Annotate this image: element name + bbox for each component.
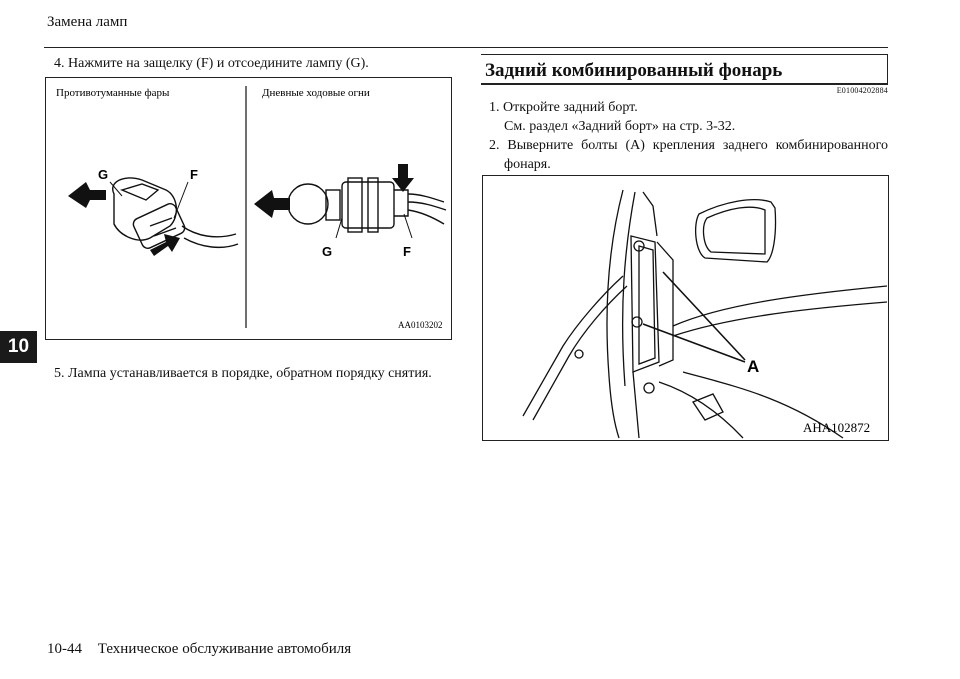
callout-a: A xyxy=(747,357,760,376)
drl-lamp-drawing xyxy=(254,164,446,238)
vehicle-body-drawing xyxy=(523,190,887,438)
arrow-left-icon-2 xyxy=(254,190,290,218)
chapter-tab: 10 xyxy=(0,331,37,363)
tail-lamp-figure xyxy=(482,175,889,441)
footer xyxy=(47,641,351,658)
bulb-diagram xyxy=(46,78,451,339)
section-title xyxy=(481,54,888,85)
footer-title: Техническое обслуживание автомобиля xyxy=(97,641,352,657)
callout-g-fog: G xyxy=(98,167,109,182)
header-rule xyxy=(44,47,888,48)
callout-g-drl: G xyxy=(322,244,333,259)
tail-lamp-diagram xyxy=(483,176,888,440)
header-title: Замена ламп xyxy=(47,14,128,30)
step-2-text-line2: фонаря. xyxy=(504,157,551,172)
label-drl: Дневные ходовые огни xyxy=(262,87,370,99)
step-2-text-line1: 2. Выверните болты (A) крепления заднего комбинированного xyxy=(489,138,888,153)
fog-lamp-drawing xyxy=(68,178,238,256)
step-1-reference: См. раздел «Задний борт» на стр. 3-32. xyxy=(504,119,736,134)
arrow-left-icon-1 xyxy=(68,182,106,208)
arrow-down-icon xyxy=(392,164,414,192)
figure-code-left: AA0103202 xyxy=(398,320,443,330)
step-4-text: 4. Нажмите на защелку (F) и отсоедините лампу (G). xyxy=(54,56,369,71)
section-title-text: Задний комбинированный фонарь xyxy=(485,60,783,81)
section-code: E01004202884 xyxy=(836,86,888,95)
label-fog-lamps: Противотуманные фары xyxy=(56,87,170,99)
step-5-text: 5. Лампа устанавливается в порядке, обратном порядку снятия. xyxy=(54,366,432,381)
figure-code-right: AHA102872 xyxy=(803,420,871,435)
page-number: 10-44 xyxy=(47,641,82,657)
step-1-text: 1. Откройте задний борт. xyxy=(489,100,638,115)
callout-f-fog: F xyxy=(190,167,198,182)
callout-f-drl: F xyxy=(403,244,411,259)
bulb-figure xyxy=(45,77,452,340)
